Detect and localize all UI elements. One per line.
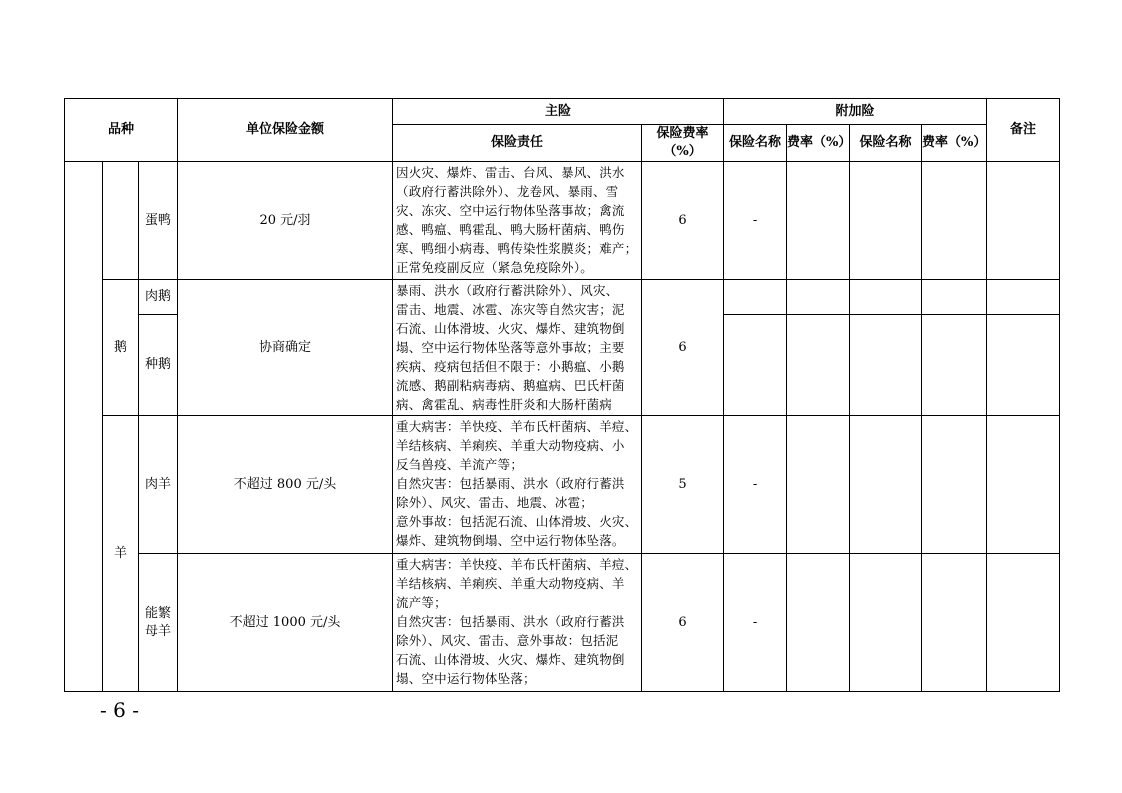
header-remarks: 备注 bbox=[987, 99, 1060, 162]
variety-name: 肉羊 bbox=[139, 416, 178, 554]
header-variety: 品种 bbox=[65, 99, 178, 162]
header-add-name-1: 保险名称 bbox=[724, 125, 787, 162]
unit-amount: 不超过 800 元/头 bbox=[178, 416, 393, 554]
group-goose: 鹅 bbox=[103, 280, 139, 416]
page-number: - 6 - bbox=[100, 698, 139, 722]
coverage-text: 暴雨、洪水（政府行蓄洪除外）、风灾、 雷击、地震、冰雹、冻灾等自然灾害；泥 石流、山体滑坡、火灾、爆炸、建筑物倒 塌、空中运行物体坠落等意外事故；主要 疾病、疫病包括但不限于：小鹅瘟、小鹅 流感、鹅副粘病毒病、鹅瘟病、巴氏杆菌 病、禽霍乱、病毒性肝炎和大肠杆菌病 bbox=[393, 280, 642, 416]
unit-amount: 不超过 1000 元/头 bbox=[178, 554, 393, 692]
header-main-insurance: 主险 bbox=[393, 99, 724, 125]
variety-name: 能繁 母羊 bbox=[139, 554, 178, 692]
header-add-rate-1: 费率（%） bbox=[787, 125, 850, 162]
variety-name: 种鹅 bbox=[139, 315, 178, 416]
header-main-rate: 保险费率（%） bbox=[642, 125, 724, 162]
table-row bbox=[65, 416, 1060, 554]
header-coverage: 保险责任 bbox=[393, 125, 642, 162]
main-rate: 5 bbox=[642, 416, 724, 554]
coverage-text: 重大病害：羊快疫、羊布氏杆菌病、羊痘、 羊结核病、羊痢疾、羊重大动物疫病、小 反刍兽疫、羊流产等； 自然灾害：包括暴雨、洪水（政府行蓄洪 除外）、风灾、雷击、地震、冰雹； 意外事故：包括泥石流、山体滑坡、火灾、 爆炸、建筑物倒塌、空中运行物体坠落。 bbox=[393, 416, 642, 554]
header-add-rate-2: 费率（%） bbox=[922, 125, 987, 162]
header-unit-amount: 单位保险金额 bbox=[178, 99, 393, 162]
group-sheep: 羊 bbox=[103, 416, 139, 692]
unit-amount: 协商确定 bbox=[178, 280, 393, 416]
table-row bbox=[65, 162, 1060, 280]
header-additional-insurance: 附加险 bbox=[724, 99, 987, 125]
outer-group-cell bbox=[65, 162, 103, 692]
main-rate: 6 bbox=[642, 554, 724, 692]
additional-name: - bbox=[724, 416, 787, 554]
duck-group-cell bbox=[103, 162, 139, 280]
variety-name: 蛋鸭 bbox=[139, 162, 178, 280]
table-row bbox=[65, 280, 1060, 315]
insurance-table bbox=[64, 98, 1060, 692]
main-rate: 6 bbox=[642, 280, 724, 416]
unit-amount: 20 元/羽 bbox=[178, 162, 393, 280]
coverage-text: 重大病害：羊快疫、羊布氏杆菌病、羊痘、 羊结核病、羊痢疾、羊重大动物疫病、羊 流产等； 自然灾害：包括暴雨、洪水（政府行蓄洪 除外）、风灾、雷击、意外事故：包括泥 石流、山体滑坡、火灾、爆炸、建筑物倒 塌、空中运行物体坠落； bbox=[393, 554, 642, 692]
header-add-name-2: 保险名称 bbox=[850, 125, 922, 162]
additional-name: - bbox=[724, 162, 787, 280]
coverage-text: 因火灾、爆炸、雷击、台风、暴风、洪水 （政府行蓄洪除外）、龙卷风、暴雨、雪 灾、冻灾、空中运行物体坠落事故；禽流 感、鸭瘟、鸭霍乱、鸭大肠杆菌病、鸭伤 寒、鸭细小病毒、鸭传染性浆膜炎；难产； 正常免疫副反应（紧急免疫除外）。 bbox=[393, 162, 642, 280]
variety-name: 肉鹅 bbox=[139, 280, 178, 315]
additional-name: - bbox=[724, 554, 787, 692]
table-row bbox=[65, 554, 1060, 692]
main-rate: 6 bbox=[642, 162, 724, 280]
